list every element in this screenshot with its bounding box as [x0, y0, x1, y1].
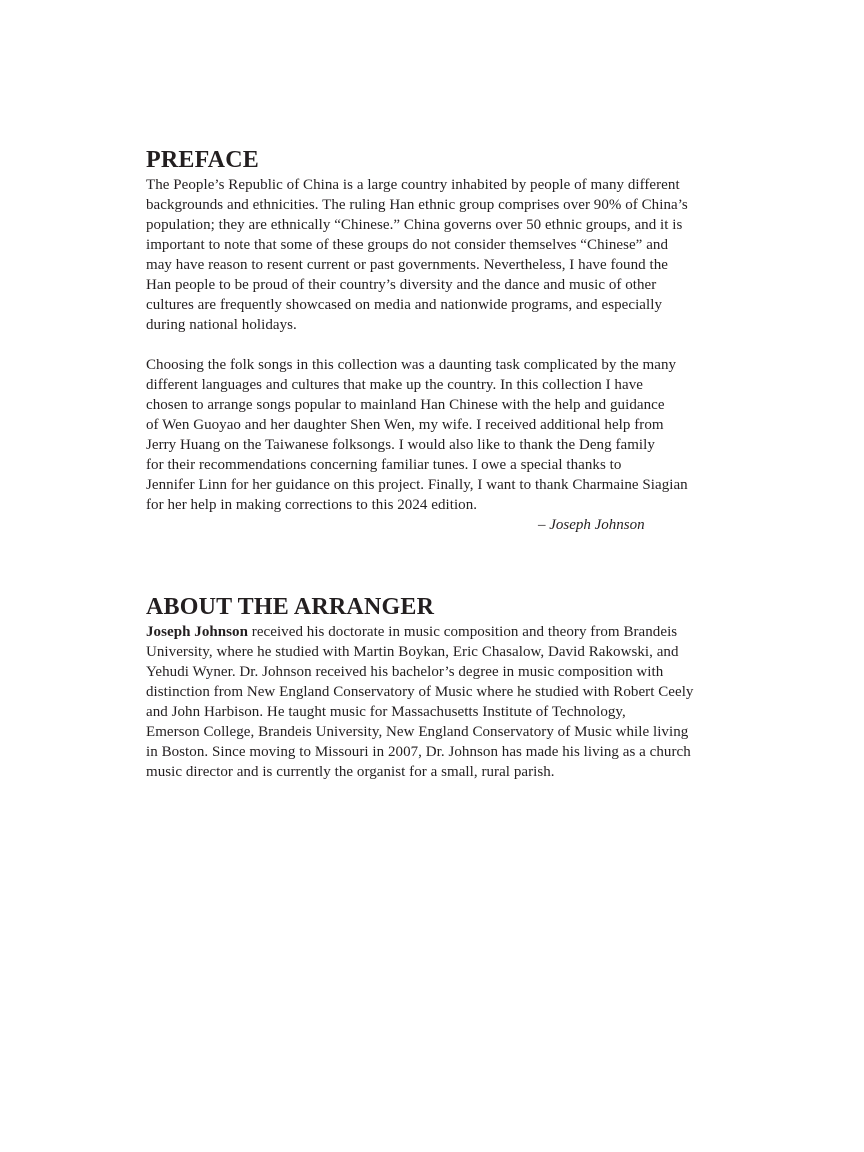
text-line: backgrounds and ethnicities. The ruling Han ethnic group comprises over 90% of China’s — [146, 197, 688, 213]
text-line: in Boston. Since moving to Missouri in 2007, Dr. Johnson has made his living as a church — [146, 744, 691, 760]
document-page — [146, 145, 736, 782]
about-arranger-section — [146, 592, 736, 782]
text-line: cultures are frequently showcased on media and nationwide programs, and especially — [146, 297, 663, 313]
text-line: different languages and cultures that make up the country. In this collection I have — [146, 377, 643, 393]
text-line: important to note that some of these groups do not consider themselves “Chinese” and — [146, 237, 668, 253]
text-line: Jennifer Linn for her guidance on this project. Finally, I want to thank Charmaine Siagian — [146, 477, 688, 493]
preface-heading: PREFACE — [146, 147, 259, 173]
text-line: for their recommendations concerning familiar tunes. I owe a special thanks to — [146, 457, 622, 473]
text-line: for her help in making corrections to this 2024 edition. — [146, 497, 478, 513]
text-line: population; they are ethnically “Chinese.” China governs over 50 ethnic groups, and it is — [146, 217, 683, 233]
paragraph-spacer — [146, 335, 736, 355]
text-line — [146, 622, 736, 642]
text-line: may have reason to resent current or past governments. Nevertheless, I have found the — [146, 257, 668, 273]
text-line: and John Harbison. He taught music for Massachusetts Institute of Technology, — [146, 704, 626, 720]
preface-section — [146, 145, 736, 535]
preface-signature: – Joseph Johnson — [538, 517, 645, 533]
about-arranger-heading: ABOUT THE ARRANGER — [146, 594, 435, 620]
bio-first-line: received his doctorate in music composition and theory from Brandeis — [248, 624, 678, 640]
text-line: University, where he studied with Martin Boykan, Eric Chasalow, David Rakowski, and — [146, 644, 679, 660]
text-line: Emerson College, Brandeis University, New England Conservatory of Music while living — [146, 724, 689, 740]
preface-paragraph-1 — [146, 175, 736, 335]
text-line: Yehudi Wyner. Dr. Johnson received his bachelor’s degree in music composition with — [146, 664, 664, 680]
text-line: during national holidays. — [146, 317, 297, 333]
text-line: distinction from New England Conservatory of Music where he studied with Robert Ceely — [146, 684, 694, 700]
text-line: chosen to arrange songs popular to mainland Han Chinese with the help and guidance — [146, 397, 665, 413]
text-line: Han people to be proud of their country’s diversity and the dance and music of other — [146, 277, 657, 293]
text-line: of Wen Guoyao and her daughter Shen Wen, my wife. I received additional help from — [146, 417, 664, 433]
arranger-name: Joseph Johnson — [146, 624, 248, 640]
text-line: The People’s Republic of China is a large country inhabited by people of many different — [146, 177, 680, 193]
about-arranger-paragraph — [146, 622, 736, 782]
text-line: Jerry Huang on the Taiwanese folksongs. I would also like to thank the Deng family — [146, 437, 655, 453]
text-line: Choosing the folk songs in this collection was a daunting task complicated by the many — [146, 357, 677, 373]
text-line: music director and is currently the organist for a small, rural parish. — [146, 764, 555, 780]
preface-paragraph-2 — [146, 355, 736, 515]
